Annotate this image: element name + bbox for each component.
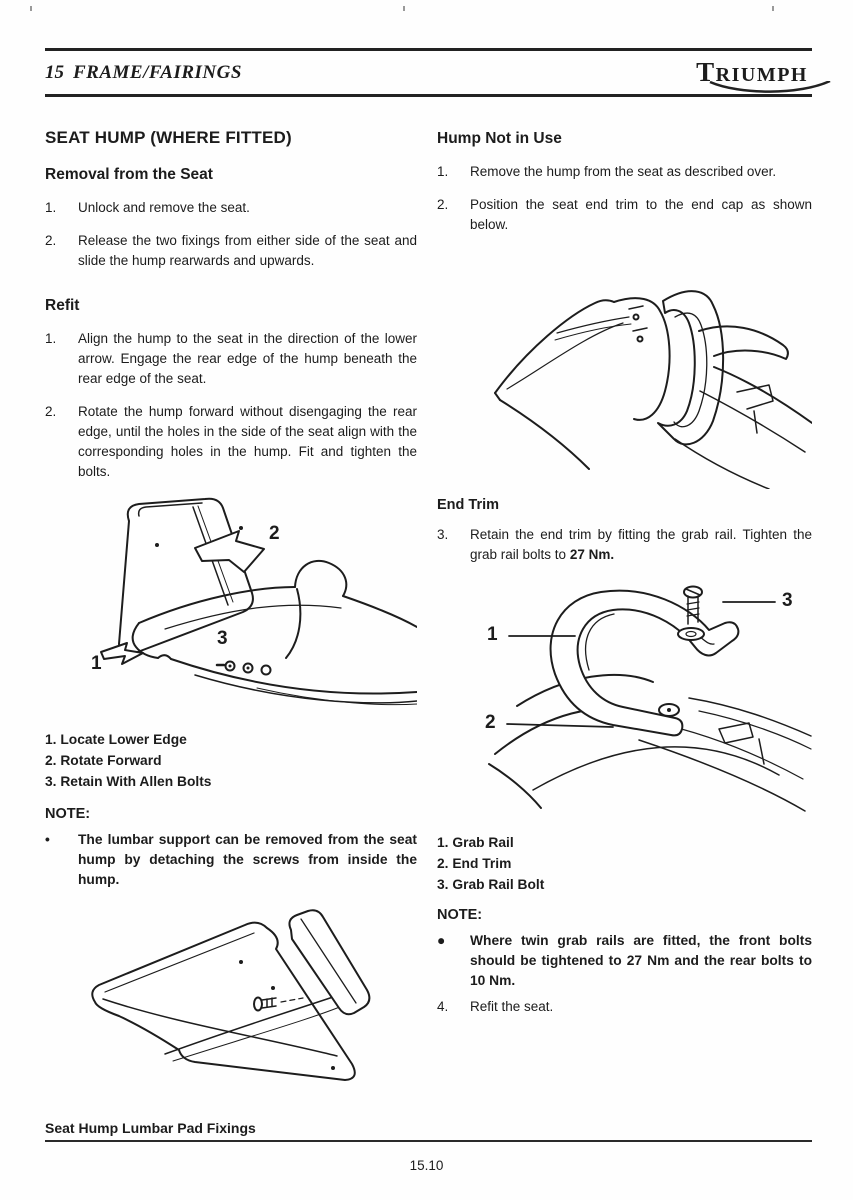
refit-heading: Refit (45, 297, 80, 314)
caption-line: 3. Retain With Allen Bolts (45, 774, 212, 789)
logo-swoosh-icon (706, 81, 834, 95)
chapter-heading (45, 62, 242, 84)
figure-end-trim (437, 271, 812, 489)
step-text: Rotate the hump forward without disengaging the rear edge, until the holes in the side of the seat align with the corresponding holes in the hump. Fit and tighten the bolts. (78, 404, 417, 479)
figure-lumbar-pad (45, 904, 417, 1106)
note-heading: NOTE: (45, 806, 91, 822)
note-item (437, 931, 812, 991)
step-number: 1. (45, 200, 57, 215)
lumbar-pad-illustration (45, 904, 417, 1106)
scan-artifact (772, 6, 774, 11)
step-number: 2. (45, 233, 57, 248)
step-text: Remove the hump from the seat as described over. (470, 164, 777, 179)
chapter-title: FRAME/FAIRINGS (73, 61, 242, 83)
figure-grab-rail (437, 578, 812, 826)
figure-label: 3 (217, 628, 228, 649)
list-item (45, 329, 417, 389)
caption-line: 2. Rotate Forward (45, 753, 162, 768)
step-text: Unlock and remove the seat. (78, 200, 250, 215)
step-number: 2. (45, 404, 57, 419)
figure-seat-hump-refit (45, 495, 417, 717)
caption-line: 1. Locate Lower Edge (45, 732, 187, 747)
section-title: SEAT HUMP (WHERE FITTED) (45, 128, 292, 147)
figure4-caption (437, 832, 812, 895)
list-item (45, 231, 417, 271)
step-number: 1. (45, 331, 57, 346)
list-item (45, 198, 417, 218)
chapter-number: 15 (45, 61, 64, 83)
list-item (437, 997, 812, 1017)
end-trim-illustration (437, 271, 812, 489)
step-text: Align the hump to the seat in the direction of the lower arrow. Engage the rear edge of the hump beneath the rear edge of the seat. (78, 331, 417, 386)
note-heading: NOTE: (437, 907, 483, 923)
figure1-caption (45, 729, 417, 792)
end-trim-heading: End Trim (437, 497, 500, 513)
grab-rail-illustration (437, 578, 812, 826)
step-number: 1. (437, 164, 449, 179)
page-header (45, 48, 812, 97)
scan-artifact (403, 6, 405, 11)
figure-label: 1 (91, 653, 102, 674)
step-number: 2. (437, 197, 449, 212)
hump-not-in-use-heading: Hump Not in Use (437, 130, 562, 147)
page-number: 15.10 (409, 1158, 444, 1173)
caption-line: 1. Grab Rail (437, 835, 514, 850)
list-item (45, 402, 417, 482)
list-item (437, 195, 812, 235)
note-text: Where twin grab rails are fitted, the front bolts should be tightened to 27 Nm and the rear bolts to 10 Nm. (470, 933, 812, 988)
step-text-plain: Retain the end trim by fitting the grab rail. Tighten the grab rail bolts to (470, 527, 812, 562)
figure-label: 2 (485, 712, 496, 733)
figure-label: 1 (487, 624, 498, 645)
step-text: Release the two fixings from either side of the seat and slide the hump rearwards and upwards. (78, 233, 417, 268)
footer-divider (45, 1140, 812, 1142)
bullet: • (45, 832, 50, 847)
logo-initial: T (696, 57, 716, 87)
figure2-caption: Seat Hump Lumbar Pad Fixings (45, 1120, 256, 1136)
list-item (437, 525, 812, 565)
caption-line: 3. Grab Rail Bolt (437, 877, 545, 892)
note-text: The lumbar support can be removed from the seat hump by detaching the screws from inside the hump. (78, 832, 417, 887)
seat-hump-refit-illustration (45, 495, 417, 717)
figure-label: 2 (269, 523, 280, 544)
left-column (45, 128, 417, 1136)
step-text (470, 525, 812, 565)
list-item (437, 162, 812, 182)
scan-artifact (30, 6, 32, 11)
bullet: ● (437, 933, 446, 948)
step-number: 3. (437, 527, 449, 542)
step-text: Position the seat end trim to the end cap as shown below. (470, 197, 812, 232)
torque-value: 27 Nm. (569, 547, 615, 562)
caption-line: 2. End Trim (437, 856, 512, 871)
figure-label: 3 (782, 590, 793, 611)
right-column (437, 128, 812, 1030)
removal-heading: Removal from the Seat (45, 166, 213, 183)
step-text: Refit the seat. (470, 999, 554, 1014)
note-item (45, 830, 417, 890)
step-number: 4. (437, 999, 449, 1014)
triumph-logo: TRIUMPH (696, 57, 812, 88)
